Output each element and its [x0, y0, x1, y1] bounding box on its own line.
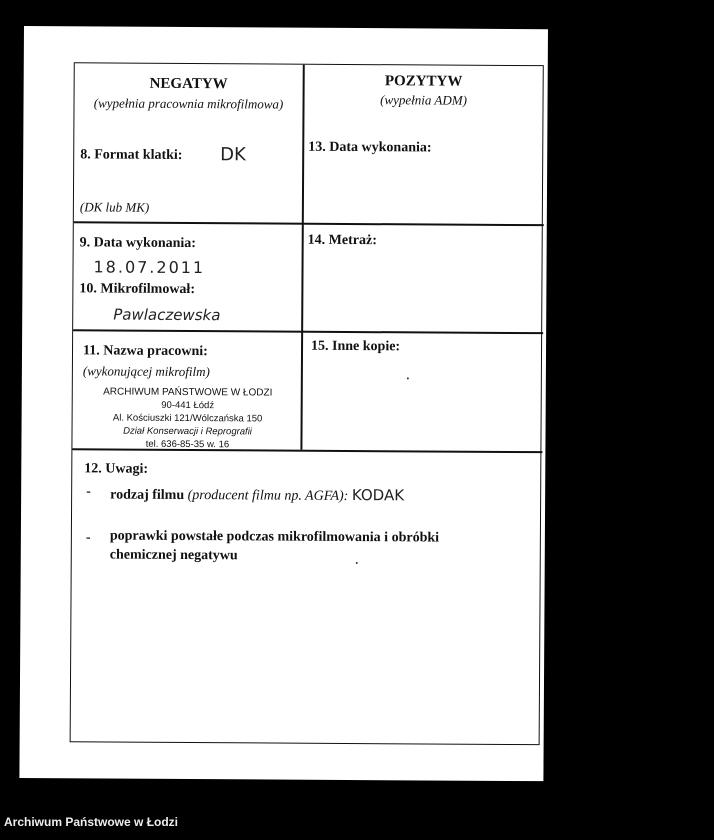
pozytyw-title: POZYTYW: [384, 73, 463, 90]
remarks-label: 12. Uwagi:: [84, 461, 149, 477]
date-label: 9. Data wykonania:: [79, 235, 197, 252]
operator-label: 10. Mikrofilmował:: [79, 281, 196, 298]
pozytyw-subtitle: (wypełnia ADM): [380, 92, 467, 108]
pozytyw-date-label: 13. Data wykonania:: [308, 139, 432, 156]
microfilm-form: [70, 62, 544, 745]
archive-stamp: [72, 385, 302, 451]
row-divider-1: [74, 221, 544, 225]
film-type-label: rodzaj filmu: [110, 487, 185, 503]
format-note: (DK lub MK): [79, 199, 150, 215]
remarks-bullet-1: -: [86, 484, 91, 500]
corrections-line-2: chemicznej negatywu: [109, 547, 238, 564]
stamp-line-1: ARCHIWUM PAŃSTWOWE W ŁODZI: [103, 386, 273, 399]
stray-mark: [407, 377, 409, 379]
date-value: 18.07.2011: [93, 257, 206, 278]
stamp-line-3: Al. Kościuszki 121/Wólczańska 150: [112, 412, 263, 425]
stray-mark: [356, 562, 358, 564]
archive-footer: Archiwum Państwowe w Łodzi: [4, 815, 179, 829]
negatyw-title: NEGATYW: [149, 75, 228, 93]
operator-signature: Pawlaczewska: [113, 305, 221, 325]
workshop-sublabel: (wykonującej mikrofilm): [82, 363, 210, 380]
document-sheet: [19, 26, 548, 781]
format-label: 8. Format klatki:: [80, 147, 183, 163]
negatyw-subtitle: (wypełnia pracownia mikrofilmowa): [93, 95, 284, 112]
stamp-line-2: 90-441 Łódź: [161, 399, 215, 412]
film-type-hint: (producent filmu np. AGFA):: [187, 488, 349, 504]
film-type-line: [110, 485, 404, 506]
film-type-value: KODAK: [351, 486, 405, 505]
other-copies-label: 15. Inne kopie:: [311, 338, 401, 355]
row-divider-2: [73, 329, 543, 333]
stamp-line-5: tel. 636-85-35 w. 16: [145, 438, 230, 451]
length-label: 14. Metraż:: [307, 232, 377, 249]
remarks-bullet-2: -: [85, 530, 91, 546]
stamp-line-4: Dział Konserwacji i Reprografii: [123, 425, 252, 438]
corrections-line-1: poprawki powstałe podczas mikrofilmowania i obróbki: [109, 528, 440, 546]
workshop-label: 11. Nazwa pracowni:: [82, 343, 208, 360]
format-value: DK: [220, 144, 246, 166]
